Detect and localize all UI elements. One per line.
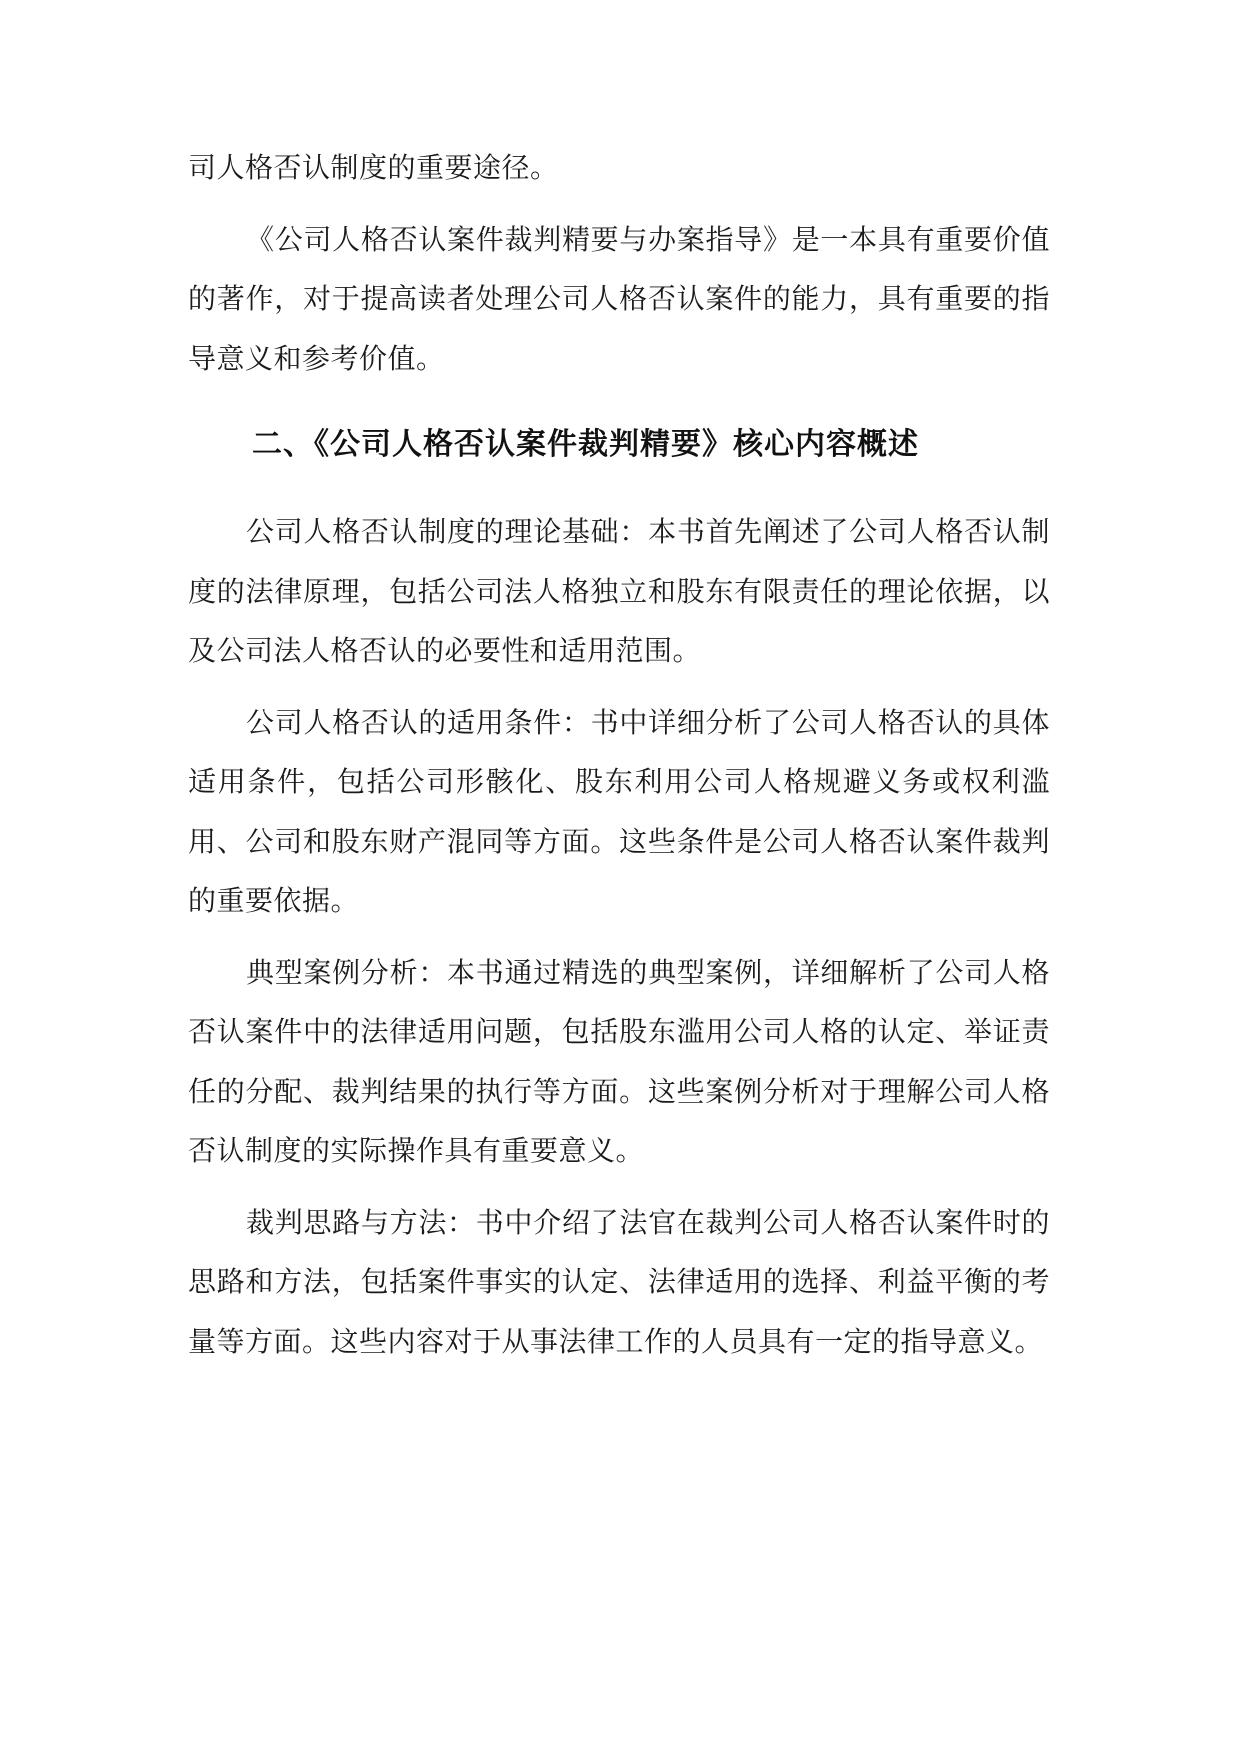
page-content [188,138,1050,1371]
section-heading: 二、《公司人格否认案件裁判精要》核心内容概述 [252,427,919,462]
paragraph-continuation: 司人格否认制度的重要途径。 [188,151,559,184]
paragraph-case-analysis: 典型案例分析：本书通过精选的典型案例，详细解析了公司人格否认案件中的法律适用问题，包括股东滥用公司人格的认定、举证责任的分配、裁判结果的执行等方面。这些案例分析对于理解公司人格否认制度的实际操作具有重要意义。 [188,955,1050,1167]
paragraph-judging-methods: 裁判思路与方法：书中介绍了法官在裁判公司人格否认案件时的思路和方法，包括案件事实的认定、法律适用的选择、利益平衡的考量等方面。这些内容对于从事法律工作的人员具有一定的指导意义。 [188,1205,1050,1358]
paragraph-book-intro: 《公司人格否认案件裁判精要与办案指导》是一本具有重要价值的著作，对于提高读者处理公司人格否认案件的能力，具有重要的指导意义和参考价值。 [188,222,1050,375]
paragraph-theory-basis: 公司人格否认制度的理论基础：本书首先阐述了公司人格否认制度的法律原理，包括公司法人格独立和股东有限责任的理论依据，以及公司法人格否认的必要性和适用范围。 [188,515,1050,667]
paragraph-applicable-conditions: 公司人格否认的适用条件：书中详细分析了公司人格否认的具体适用条件，包括公司形骸化、股东利用公司人格规避义务或权利滥用、公司和股东财产混同等方面。这些条件是公司人格否认案件裁判的重要依据。 [188,705,1050,917]
